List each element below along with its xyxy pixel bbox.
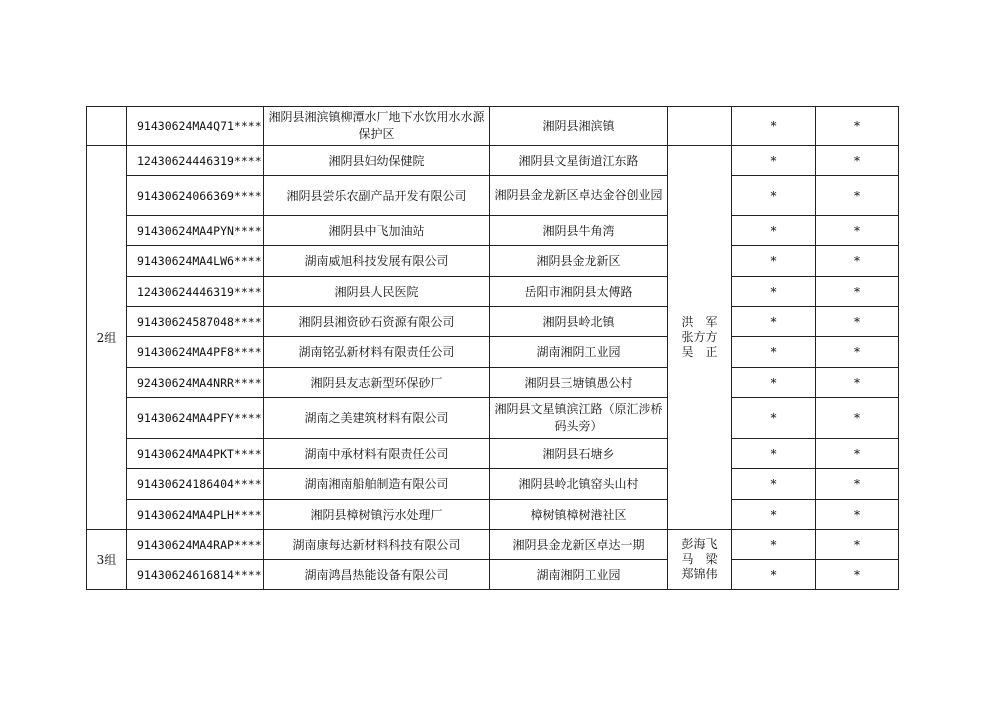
company-name: 湖南之美建筑材料有限公司 <box>264 398 490 439</box>
masked-cell: * <box>816 277 899 307</box>
group-persons <box>668 146 732 530</box>
masked-cell: * <box>732 277 816 307</box>
credit-code: 91430624186404**** <box>127 469 264 500</box>
table-row <box>87 337 899 368</box>
company-address: 湖南湘阴工业园 <box>490 560 668 590</box>
company-name: 湖南铭弘新材料有限责任公司 <box>264 337 490 368</box>
table-row <box>87 307 899 337</box>
masked-cell: * <box>732 146 816 176</box>
masked-cell: * <box>816 307 899 337</box>
persons-cell <box>668 107 732 146</box>
table-row <box>87 277 899 307</box>
credit-code: 91430624MA4PKT**** <box>127 439 264 469</box>
table-row <box>87 368 899 398</box>
masked-cell: * <box>732 307 816 337</box>
inspection-table <box>86 106 899 590</box>
masked-cell: * <box>816 500 899 530</box>
company-address: 湘阴县金龙新区卓达一期 <box>490 530 668 560</box>
company-name: 湘阴县樟树镇污水处理厂 <box>264 500 490 530</box>
masked-cell: * <box>816 216 899 246</box>
company-name: 湖南鸿昌热能设备有限公司 <box>264 560 490 590</box>
masked-cell: * <box>816 176 899 216</box>
masked-cell: * <box>816 439 899 469</box>
masked-cell: * <box>732 560 816 590</box>
masked-cell: * <box>816 368 899 398</box>
company-address: 湘阴县牛角湾 <box>490 216 668 246</box>
group-persons <box>668 530 732 590</box>
table-row <box>87 146 899 176</box>
masked-cell: * <box>732 337 816 368</box>
credit-code: 91430624MA4RAP**** <box>127 530 264 560</box>
masked-cell: * <box>732 530 816 560</box>
credit-code: 91430624MA4PF8**** <box>127 337 264 368</box>
credit-code: 91430624616814**** <box>127 560 264 590</box>
table-row <box>87 398 899 439</box>
company-address: 湘阴县岭北镇窑头山村 <box>490 469 668 500</box>
company-name: 湘阴县妇幼保健院 <box>264 146 490 176</box>
company-address: 湘阴县岭北镇 <box>490 307 668 337</box>
company-address: 湘阴县湘滨镇 <box>490 107 668 146</box>
masked-cell: * <box>732 500 816 530</box>
person-name: 马 梁 <box>681 552 718 566</box>
company-name: 湘阴县湘资砂石资源有限公司 <box>264 307 490 337</box>
table-row <box>87 469 899 500</box>
company-name: 湘阴县尝乐农副产品开发有限公司 <box>264 176 490 216</box>
credit-code: 12430624446319**** <box>127 146 264 176</box>
company-address: 湘阴县文星镇滨江路（原汇涉桥码头旁） <box>490 398 668 439</box>
company-name: 湘阴县人民医院 <box>264 277 490 307</box>
masked-cell: * <box>816 560 899 590</box>
masked-cell: * <box>732 176 816 216</box>
credit-code: 91430624MA4PFY**** <box>127 398 264 439</box>
masked-cell: * <box>816 146 899 176</box>
masked-cell: * <box>816 398 899 439</box>
company-address: 湘阴县金龙新区 <box>490 246 668 277</box>
credit-code: 91430624MA4PYN**** <box>127 216 264 246</box>
company-address: 湘阴县文星街道江东路 <box>490 146 668 176</box>
masked-cell: * <box>816 469 899 500</box>
person-name: 张方方 <box>681 330 718 344</box>
person-name: 吴 正 <box>681 345 718 359</box>
company-address: 湘阴县金龙新区卓达金谷创业园 <box>490 176 668 216</box>
credit-code: 91430624MA4LW6**** <box>127 246 264 277</box>
person-name: 郑锦伟 <box>681 567 718 581</box>
masked-cell: * <box>732 216 816 246</box>
table-row <box>87 500 899 530</box>
credit-code: 91430624587048**** <box>127 307 264 337</box>
masked-cell: * <box>732 439 816 469</box>
credit-code: 12430624446319**** <box>127 277 264 307</box>
credit-code: 92430624MA4NRR**** <box>127 368 264 398</box>
masked-cell: * <box>816 337 899 368</box>
masked-cell: * <box>816 107 899 146</box>
company-address: 岳阳市湘阴县太傅路 <box>490 277 668 307</box>
masked-cell: * <box>732 246 816 277</box>
company-name: 湖南湘南船舶制造有限公司 <box>264 469 490 500</box>
table-row <box>87 560 899 590</box>
company-name: 湖南威旭科技发展有限公司 <box>264 246 490 277</box>
group-cell <box>87 107 127 146</box>
company-address: 樟树镇樟树港社区 <box>490 500 668 530</box>
table-row <box>87 176 899 216</box>
masked-cell: * <box>732 107 816 146</box>
company-address: 湖南湘阴工业园 <box>490 337 668 368</box>
table-row <box>87 216 899 246</box>
masked-cell: * <box>732 368 816 398</box>
table-row <box>87 439 899 469</box>
company-address: 湘阴县石塘乡 <box>490 439 668 469</box>
table-row <box>87 530 899 560</box>
masked-cell: * <box>732 469 816 500</box>
company-name: 湘阴县湘滨镇柳潭水厂地下水饮用水水源保护区 <box>264 107 490 146</box>
company-name: 湘阴县友志新型环保砂厂 <box>264 368 490 398</box>
company-address: 湘阴县三塘镇愚公村 <box>490 368 668 398</box>
group-label: 2组 <box>87 146 127 530</box>
company-name: 湖南康每达新材料科技有限公司 <box>264 530 490 560</box>
person-name: 彭海飞 <box>681 537 718 551</box>
credit-code: 91430624MA4PLH**** <box>127 500 264 530</box>
table-row <box>87 246 899 277</box>
company-name: 湘阴县中飞加油站 <box>264 216 490 246</box>
group-label: 3组 <box>87 530 127 590</box>
masked-cell: * <box>816 530 899 560</box>
credit-code: 91430624MA4Q71**** <box>127 107 264 146</box>
company-name: 湖南中承材料有限责任公司 <box>264 439 490 469</box>
credit-code: 91430624066369**** <box>127 176 264 216</box>
masked-cell: * <box>732 398 816 439</box>
person-name: 洪 军 <box>681 315 718 329</box>
table-row <box>87 107 899 146</box>
masked-cell: * <box>816 246 899 277</box>
